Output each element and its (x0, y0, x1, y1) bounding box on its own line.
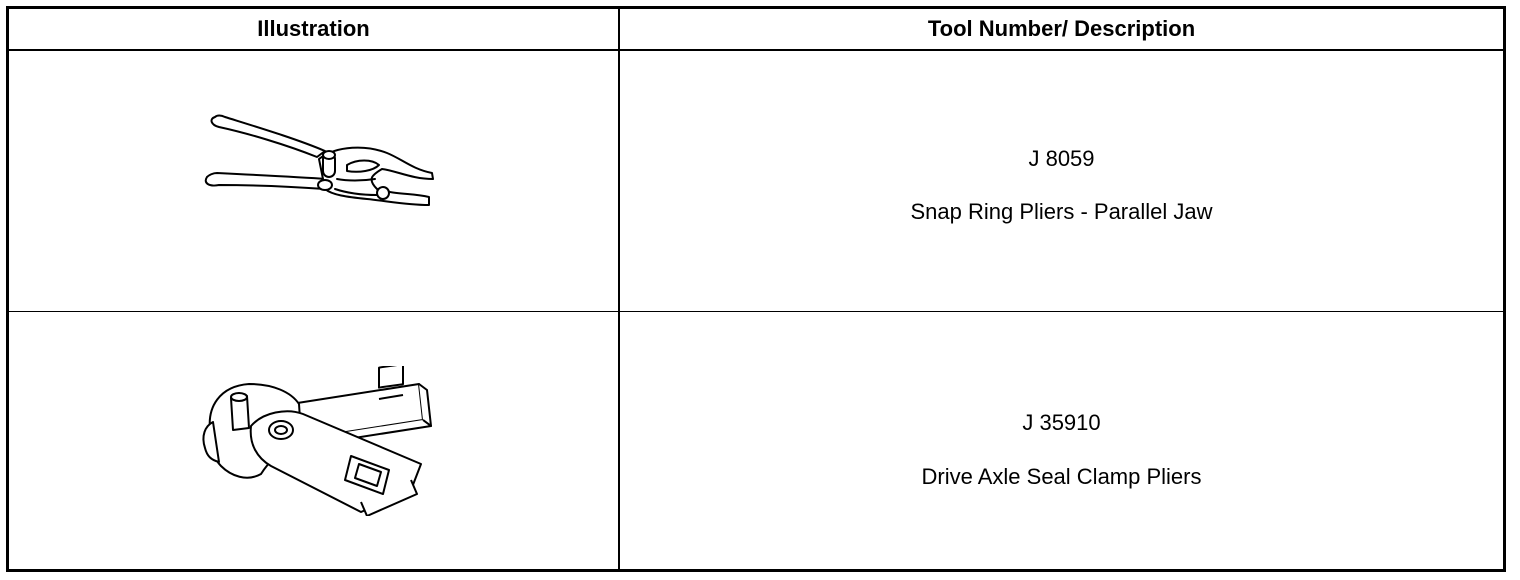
tool-table (6, 6, 1506, 572)
table-row (9, 51, 1503, 312)
header-illustration: Illustration (257, 16, 370, 41)
tool-description: Snap Ring Pliers - Parallel Jaw (910, 199, 1213, 224)
table-row (9, 312, 1503, 569)
description-cell (620, 51, 1503, 311)
seal-clamp-pliers-icon (191, 366, 441, 516)
tool-number: J 8059 (1028, 146, 1095, 171)
snap-ring-pliers-icon (197, 109, 437, 229)
description-cell (620, 312, 1503, 569)
illustration-cell (9, 51, 618, 311)
table-header-row (9, 9, 1503, 51)
illustration-cell (9, 312, 618, 569)
tool-number: J 35910 (1022, 410, 1101, 435)
tool-description: Drive Axle Seal Clamp Pliers (921, 464, 1202, 489)
header-tool-number-description: Tool Number/ Description (927, 16, 1196, 41)
